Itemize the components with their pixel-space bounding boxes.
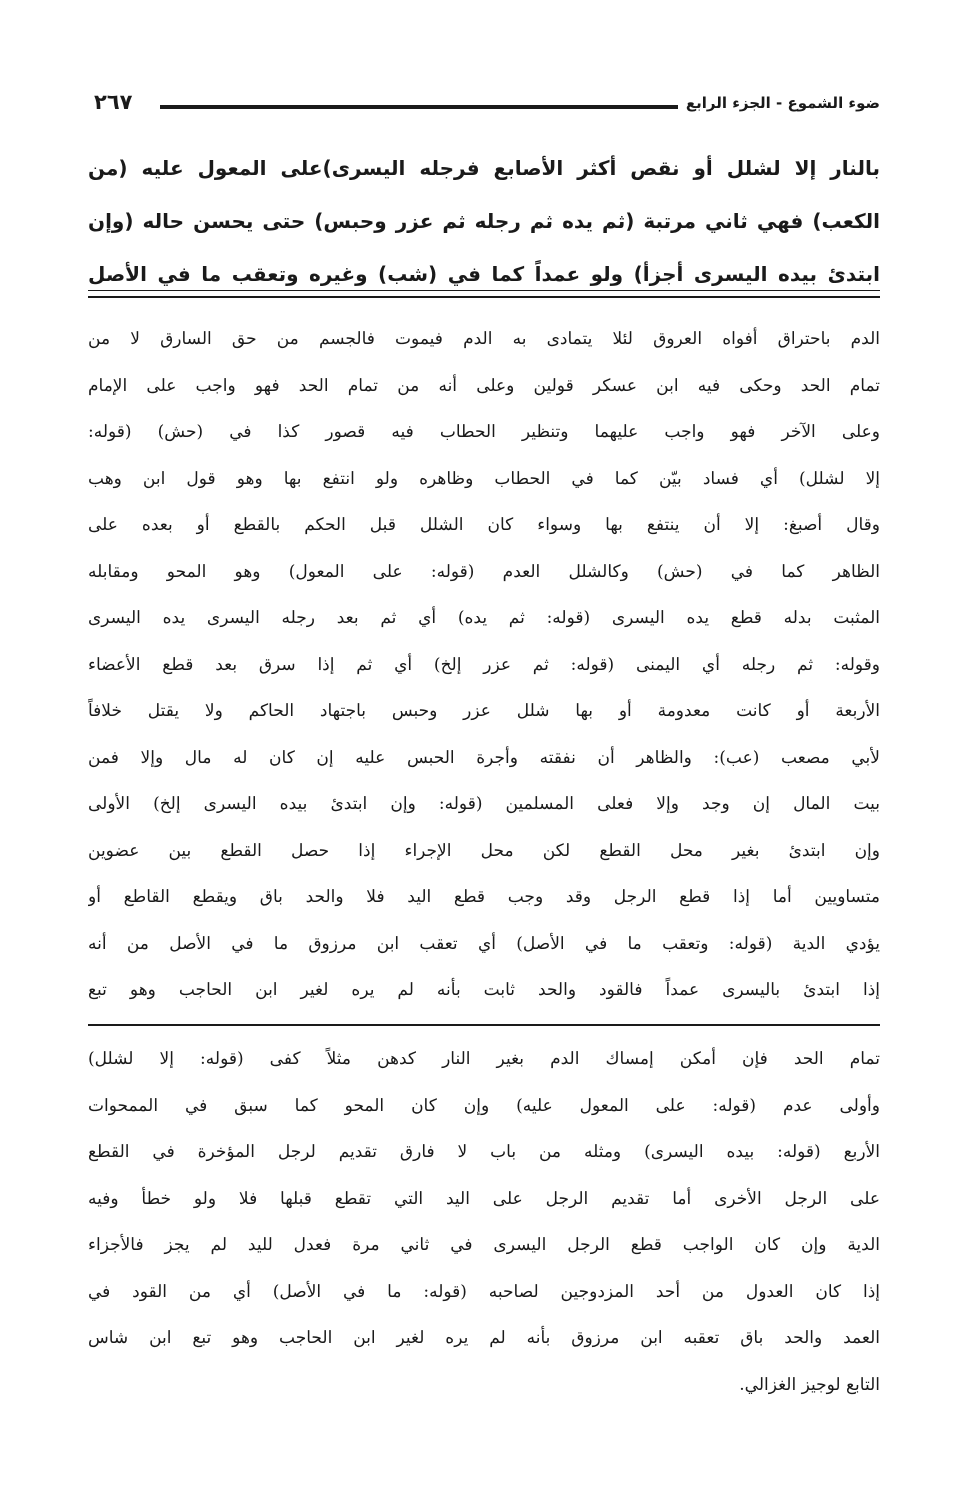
commentary-line: يؤدي الدية (قوله: وتعقب ما في الأصل) أي تعقب ابن مرزوق ما في الأصل من أنه bbox=[88, 933, 880, 954]
main-text bbox=[88, 142, 880, 301]
commentary-line: وقوله: ثم رجله أي اليمنى (قوله: ثم عزر إلخ) أي ثم إذا سرق بعد قطع الأعضاء bbox=[88, 654, 880, 675]
section-divider bbox=[88, 296, 880, 298]
section-divider bbox=[88, 290, 880, 291]
commentary-line: وقال أصبغ: إلا أن ينتفع بها وسواء كان الشلل قبل الحكم بالقطع أو بعده على bbox=[88, 515, 880, 535]
commentary-line: المثبت بدله قطع يده اليسرى (قوله: ثم يده) أي ثم بعد رجله اليسرى يده اليسرى bbox=[88, 608, 880, 628]
footnote-line: إذا كان العدول من أحد المزدوجين لصاحبه (قوله: ما في الأصل) أي من القود في bbox=[88, 1281, 880, 1302]
footnote-line: الأربع (قوله: بيده اليسرى) ومثله من باب لا فارق تقديم لرجل المؤخرة في القطع bbox=[88, 1142, 880, 1162]
commentary-line: الظاهر كما في (حش) وكالشلل العدم (قوله: على المعول) وهو المحو ومقابله bbox=[88, 561, 880, 582]
footnote-line: وأولى عدم (قوله: على المعول عليه) وإن كان المحو كما سبق في الممحوات bbox=[88, 1095, 880, 1116]
commentary-text bbox=[88, 316, 880, 1014]
commentary-line: بيت المال إن وجد وإلا فعلى المسلمين (قوله: وإن ابتدئ بيده اليسرى إلخ) الأولى bbox=[88, 794, 880, 814]
footnote-divider bbox=[88, 1024, 880, 1026]
footnote-line: العمد والحد باق تعقبه ابن مرزوق بأنه لم يره لغير ابن الحاجب وهو تبع ابن شاس bbox=[88, 1328, 880, 1348]
footnote-line: الدية وإن كان الواجب قطع الرجل اليسرى في ثاني مرة فعدل لليد لم يجز فالأجزاء bbox=[88, 1235, 880, 1255]
commentary-line: وعلى الآخر فهو واجب عليهما وتنظير الحطاب فيه قصور كذا في (حش) (قوله: bbox=[88, 422, 880, 442]
header-title: ضوء الشموع - الجزء الرابع bbox=[678, 94, 880, 112]
main-text-line: بالنار إلا لشلل أو نقص أكثر الأصابع فرجله اليسرى)على المعول عليه (من bbox=[88, 156, 880, 180]
commentary-line: لأبي مصعب (عب): والظاهر أن نفقته وأجرة الحبس عليه إن كان له مال وإلا فمن bbox=[88, 747, 880, 768]
commentary-line: الدم باحتراق أفواه العروق لئلا يتمادى به الدم فيموت فالجسم من حق السارق لا من bbox=[88, 329, 880, 349]
main-text-line: الكعب) فهي ثاني مرتبة (ثم يده ثم رجله ثم عزر وحبس) حتى يحسن حاله (وإن bbox=[88, 209, 880, 233]
commentary-line: متساويين أما إذا قطع الرجل وقد وجب قطع اليد فلا والحد باق ويقطع القاطع أو bbox=[88, 887, 880, 907]
commentary-line: تمام الحد وحكى فيه ابن عسكر قولين وعلى أنه من تمام الحد فهو واجب على الإمام bbox=[88, 375, 880, 396]
running-header bbox=[88, 86, 880, 126]
footnote-line: على الرجل الأخرى أما تقديم الرجل على اليد التي تقطع قبلها فلا ولو خطأ وفيه bbox=[88, 1188, 880, 1209]
footnote-text bbox=[88, 1036, 880, 1408]
footnote-line: تمام الحد فإن أمكن إمساك الدم بغير النار كدهن مثلاً كفى (قوله: إلا لشلل) bbox=[88, 1049, 880, 1069]
commentary-line: الأربعة أو كانت معدومة أو بها شلل عزر وحبس باجتهاد الحاكم ولا يقتل خلافاً bbox=[88, 701, 880, 721]
commentary-line: وإن ابتدئ بغير محل القطع لكن محل الإجراء إذا حصل القطع بين عضوين bbox=[88, 840, 880, 861]
main-text-line: ابتدئ بيده اليسرى أجزأ) ولو عمداً كما في (شب) وغيره وتعقب ما في الأصل bbox=[88, 262, 880, 286]
commentary-line: إلا لشلل) أي فساد بيّن كما في الحطاب وظاهره ولو انتفع بها وهو قول ابن وهب bbox=[88, 468, 880, 489]
page-number: ٢٦٧ bbox=[88, 90, 138, 114]
footnote-line: التابع لوجيز الغزالي. bbox=[739, 1374, 880, 1395]
commentary-line: إذا ابتدئ باليسرى عمداً فالقود والحد ثابت بأنه لم يره لغير ابن الحاجب وهو تبع bbox=[88, 980, 880, 1000]
